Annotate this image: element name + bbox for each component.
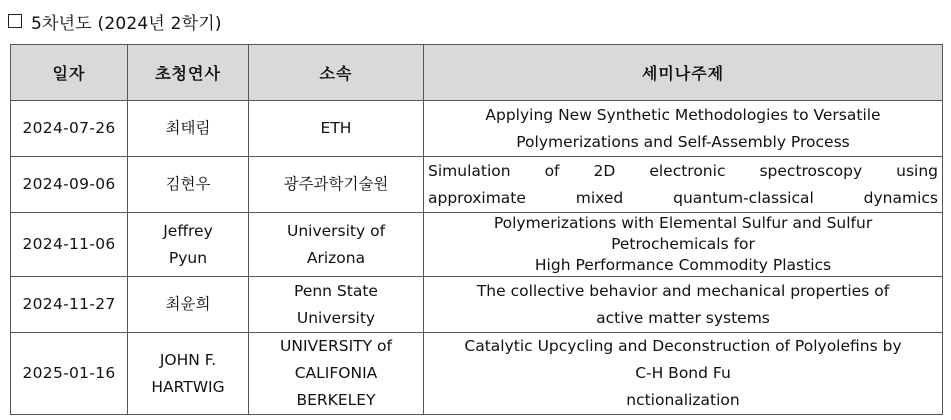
speaker-name: Jeffrey bbox=[163, 221, 213, 240]
topic-cell bbox=[424, 333, 943, 415]
table-row bbox=[11, 333, 943, 415]
speaker-name: 최윤희 bbox=[165, 295, 211, 313]
speaker-name: 김현우 bbox=[165, 175, 211, 193]
affiliation-cell bbox=[249, 277, 424, 333]
date-cell: 2024-11-06 bbox=[11, 213, 128, 277]
header-topic: 세미나주제 bbox=[424, 45, 943, 101]
table-row bbox=[11, 277, 943, 333]
date-cell: 2024-11-27 bbox=[11, 277, 128, 333]
affiliation-cell bbox=[249, 157, 424, 213]
speaker-cell bbox=[128, 213, 249, 277]
header-affiliation: 소속 bbox=[249, 45, 424, 101]
speaker-cell bbox=[128, 101, 249, 157]
section-heading bbox=[8, 8, 222, 34]
affiliation-text: 광주과학기술원 bbox=[283, 175, 389, 193]
topic-line: Petrochemicals for bbox=[611, 235, 755, 253]
speaker-cell bbox=[128, 333, 249, 415]
affiliation-cell bbox=[249, 213, 424, 277]
date-cell: 2025-01-16 bbox=[11, 333, 128, 415]
topic-line: Polymerizations with Elemental Sulfur and Sulfur bbox=[493, 214, 873, 232]
topic-line: Catalytic Upcycling and Deconstruction of Polyolefins by bbox=[464, 337, 902, 355]
table-row bbox=[11, 101, 943, 157]
topic-cell bbox=[424, 157, 943, 213]
topic-line: nctionalization bbox=[626, 391, 740, 409]
speaker-cell bbox=[128, 277, 249, 333]
table-header-row bbox=[11, 45, 943, 101]
topic-line: active matter systems bbox=[596, 308, 770, 327]
affiliation-cell bbox=[249, 101, 424, 157]
affiliation-text: ETH bbox=[320, 119, 352, 137]
topic-line: Polymerizations and Self-Assembly Process bbox=[516, 132, 850, 151]
speaker-name: JOHN F. bbox=[159, 350, 217, 369]
table-row bbox=[11, 213, 943, 277]
date-cell: 2024-07-26 bbox=[11, 101, 128, 157]
affiliation-cell bbox=[249, 333, 424, 415]
header-speaker: 초청연사 bbox=[128, 45, 249, 101]
topic-line: Simulation of 2D electronic spectroscopy using bbox=[428, 161, 938, 180]
topic-line: approximate mixed quantum-classical dynamics bbox=[428, 188, 938, 207]
topic-line: C-H Bond Fu bbox=[635, 364, 731, 382]
speaker-cell bbox=[128, 157, 249, 213]
topic-line: Applying New Synthetic Methodologies to Versatile bbox=[485, 105, 881, 124]
speaker-name: HARTWIG bbox=[151, 377, 225, 396]
affiliation-text: Penn State bbox=[294, 281, 378, 300]
seminar-table bbox=[10, 44, 943, 415]
topic-line: The collective behavior and mechanical properties of bbox=[476, 281, 890, 300]
table-row bbox=[11, 157, 943, 213]
section-title: 5차년도 (2024년 2학기) bbox=[31, 13, 222, 34]
affiliation-text: BERKELEY bbox=[296, 391, 376, 409]
topic-line: High Performance Commodity Plastics bbox=[534, 256, 832, 274]
topic-cell bbox=[424, 101, 943, 157]
topic-cell bbox=[424, 213, 943, 277]
empty-square-icon bbox=[8, 14, 22, 28]
header-date: 일자 bbox=[11, 45, 128, 101]
speaker-name: Pyun bbox=[168, 248, 208, 267]
affiliation-text: Arizona bbox=[306, 248, 366, 267]
topic-cell bbox=[424, 277, 943, 333]
affiliation-text: University of bbox=[286, 221, 386, 240]
affiliation-text: University bbox=[296, 308, 376, 327]
affiliation-text: UNIVERSITY of bbox=[280, 337, 392, 355]
date-cell: 2024-09-06 bbox=[11, 157, 128, 213]
affiliation-text: CALIFONIA bbox=[294, 364, 378, 382]
speaker-name: 최태림 bbox=[165, 119, 211, 137]
